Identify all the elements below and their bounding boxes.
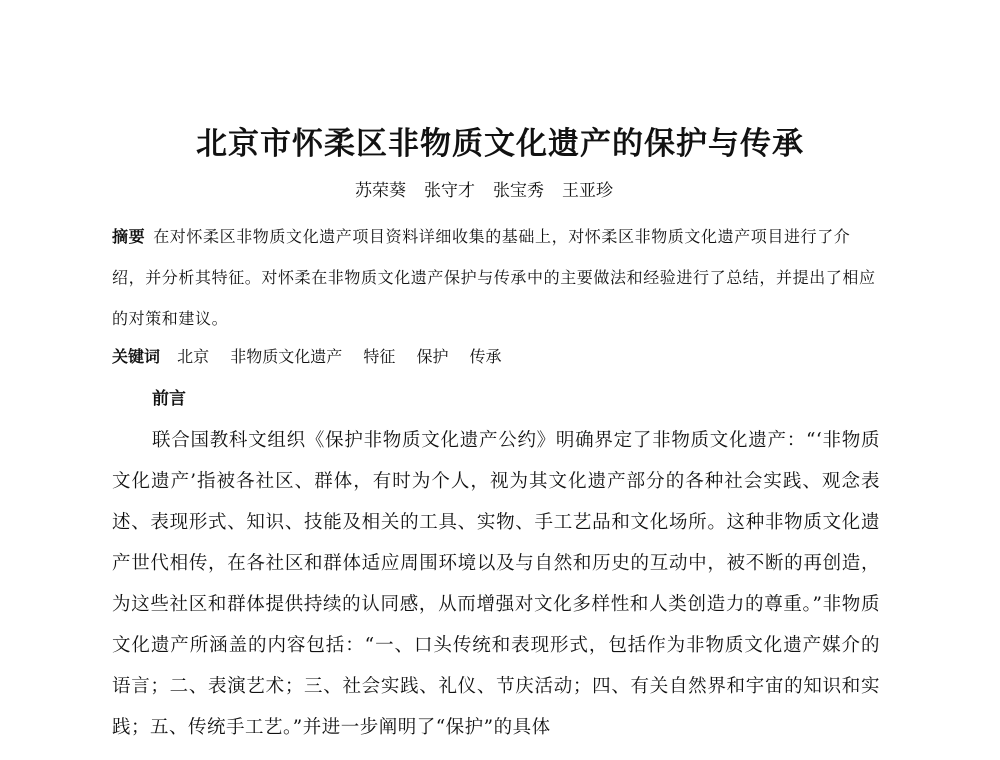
body-paragraph: 联合国教科文组织《保护非物质文化遗产公约》明确界定了非物质文化遗产：“‘非物质文化遗产’指被各社区、群体，有时为个人，视为其文化遗产部分的各种社会实践、观念表述、表现形式、知识、技能及相关的工具、实物、手工艺品和文化场所。这种非物质文化遗产世代相传，在各社区和群体适应周围环境以及与自然和历史的互动中，被不断的再创造，为这些社区和群体提供持续的认同感，从而增强对文化多样性和人类创造力的尊重。”非物质文化遗产所涵盖的内容包括：“一、口头传统和表现形式，包括作为非物质文化遗产媒介的语言；二、表演艺术；三、社会实践、礼仪、节庆活动；四、有关自然界和宇宙的知识和实践；五、传统手工艺。”并进一步阐明了“保护”的具体 — [112, 430, 880, 738]
keyword: 北京 — [177, 347, 210, 366]
abstract-label: 摘要 — [112, 227, 146, 246]
section-heading: 前言 — [152, 389, 186, 409]
keywords-label: 关键词 — [112, 347, 161, 366]
keyword: 非物质文化遗产 — [230, 347, 343, 366]
keyword: 特征 — [363, 347, 396, 366]
keyword: 传承 — [469, 347, 502, 366]
keyword: 保护 — [416, 347, 449, 366]
author-list — [355, 176, 715, 201]
author-name: 王亚珍 — [562, 181, 613, 201]
abstract-text: 在对怀柔区非物质文化遗产项目资料详细收集的基础上，对怀柔区非物质文化遗产项目进行了介绍，并分析其特征。对怀柔在非物质文化遗产保护与传承中的主要做法和经验进行了总结，并提出了相应的对策和建议。 — [112, 227, 876, 328]
paper-title: 北京市怀柔区非物质文化遗产的保护与传承 — [196, 126, 804, 162]
author-name: 张宝秀 — [493, 181, 544, 201]
keywords — [112, 344, 880, 367]
author-name: 张守才 — [424, 181, 475, 201]
author-name: 苏荣葵 — [355, 181, 406, 201]
abstract — [112, 216, 880, 339]
